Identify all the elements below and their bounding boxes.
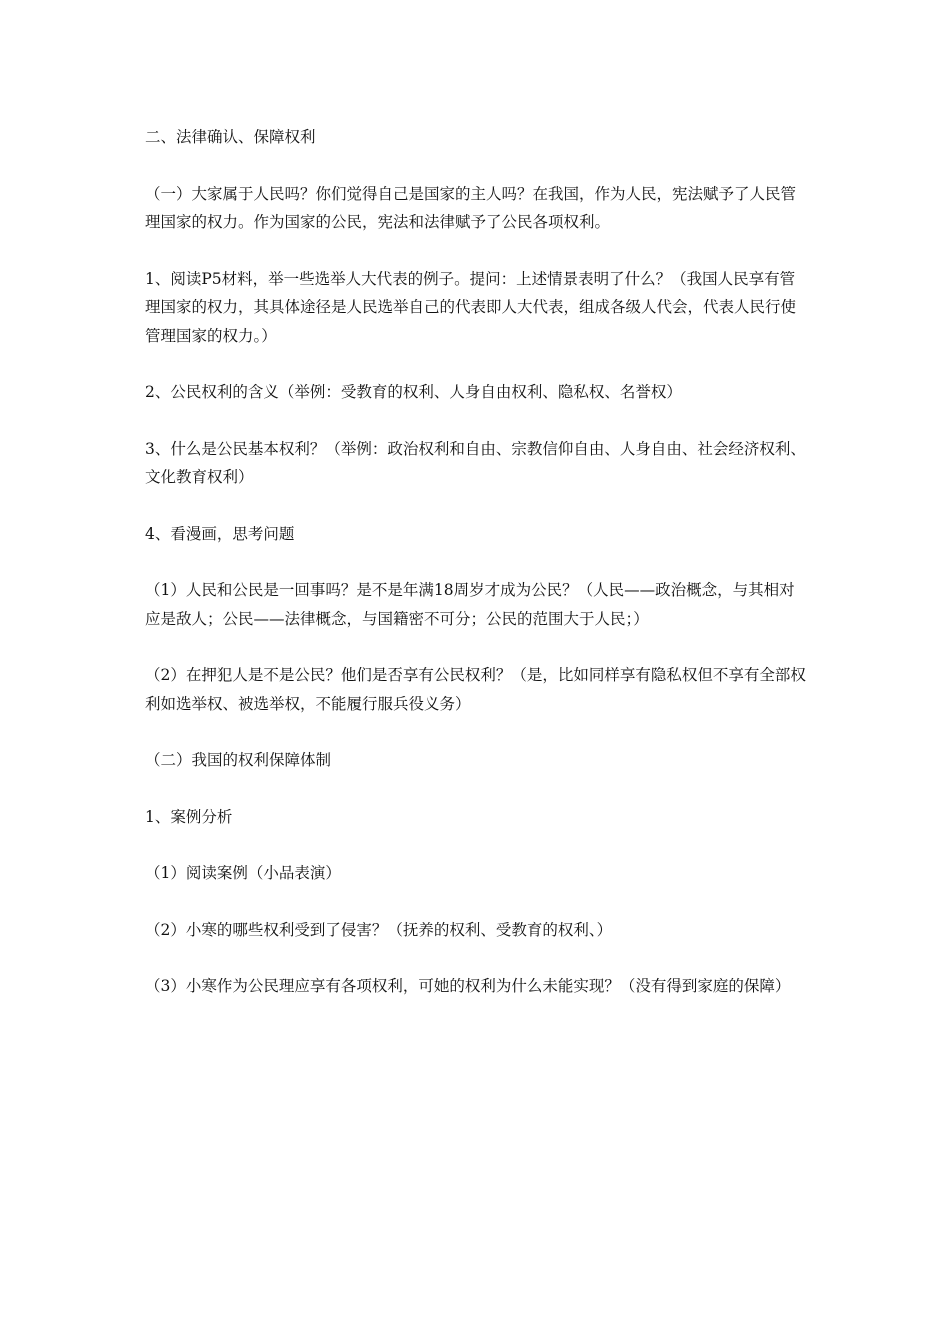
paragraph-case-analysis: 1、案例分析 xyxy=(145,807,233,826)
paragraph-question-1: （1）人民和公民是一回事吗？是不是年满18周岁才成为公民？（人民——政治概念，与其相对应是敌人；公民——法律概念，与国籍密不可分；公民的范围大于人民；） xyxy=(145,581,795,628)
paragraph-case-3: （3）小寒作为公民理应享有各项权利，可她的权利为什么未能实现？（没有得到家庭的保障） xyxy=(145,977,791,995)
paragraph-intro: （一）大家属于人民吗？你们觉得自己是国家的主人吗？在我国，作为人民，宪法赋予了人民管理国家的权力。作为国家的公民，宪法和法律赋予了公民各项权利。 xyxy=(145,184,797,231)
section-heading: 二、法律确认、保障权利 xyxy=(145,128,316,146)
paragraph-item-3: 3、什么是公民基本权利？（举例：政治权利和自由、宗教信仰自由、人身自由、社会经济权利、文化教育权利） xyxy=(145,439,806,486)
paragraph-item-4: 4、看漫画，思考问题 xyxy=(145,524,295,543)
paragraph-question-2: （2）在押犯人是不是公民？他们是否享有公民权利？（是，比如同样享有隐私权但不享有全部权利如选举权、被选举权，不能履行服兵役义务） xyxy=(145,666,806,713)
paragraph-item-2: 2、公民权利的含义（举例：受教育的权利、人身自由权利、隐私权、名誉权） xyxy=(145,383,682,401)
subsection-heading: （二）我国的权利保障体制 xyxy=(145,751,332,769)
paragraph-case-2: （2）小寒的哪些权利受到了侵害？（抚养的权利、受教育的权利、） xyxy=(145,920,613,939)
document-body xyxy=(145,123,810,1029)
paragraph-item-1: 1、阅读P5材料，举一些选举人大代表的例子。提问：上述情景表明了什么？（我国人民享有管理国家的权力，其具体途径是人民选举自己的代表即人大代表，组成各级人代会，代表人民行使管理国家的权力。） xyxy=(145,269,797,345)
paragraph-case-1: （1）阅读案例（小品表演） xyxy=(145,864,341,882)
